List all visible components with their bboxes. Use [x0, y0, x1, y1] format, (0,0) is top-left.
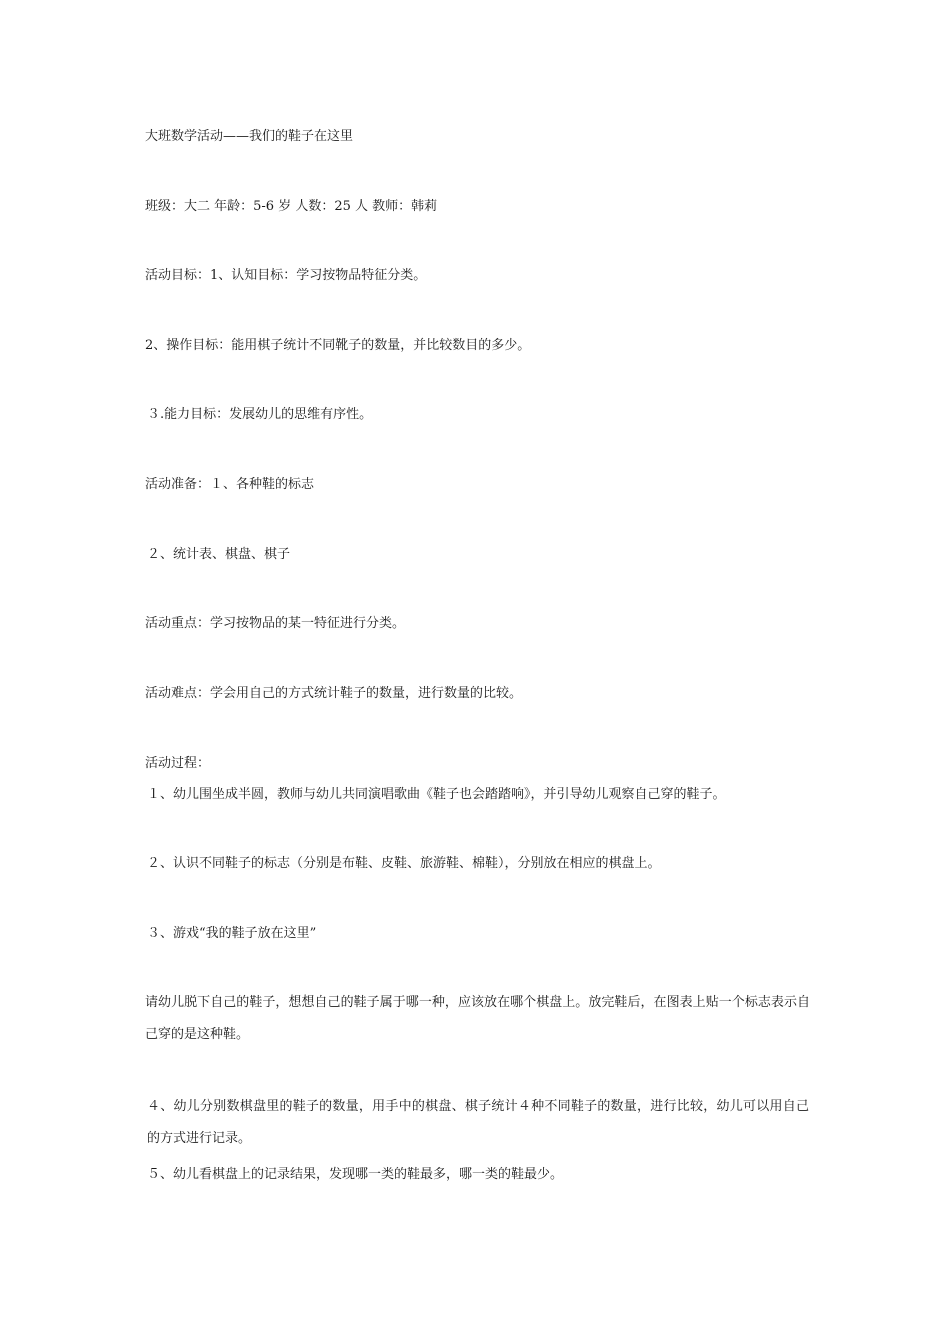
- goal-ability: ３.能力目标：发展幼儿的思维有序性。: [147, 407, 373, 422]
- key-point: 活动重点：学习按物品的某一特征进行分类。: [145, 616, 406, 631]
- preparation-1: 活动准备：１、各种鞋的标志: [145, 477, 315, 492]
- process-heading: 活动过程：: [145, 756, 211, 771]
- difficulty: 活动难点：学会用自己的方式统计鞋子的数量，进行数量的比较。: [145, 686, 523, 701]
- goal-operation: 2、操作目标：能用棋子统计不同靴子的数量，并比较数目的多少。: [145, 338, 531, 353]
- class-info: 班级：大二 年龄：5-6 岁 人数：25 人 教师：韩莉: [145, 199, 438, 214]
- document-title: 大班数学活动——我们的鞋子在这里: [145, 129, 354, 144]
- preparation-2: ２、统计表、棋盘、棋子: [147, 547, 291, 562]
- process-step-3: ３、游戏“我的鞋子放在这里”: [147, 926, 317, 941]
- process-step-2: ２、认识不同鞋子的标志（分别是布鞋、皮鞋、旅游鞋、棉鞋），分别放在相应的棋盘上。: [147, 856, 661, 871]
- process-step-4: ４、幼儿分别数棋盘里的鞋子的数量，用手中的棋盘、棋子统计４种不同鞋子的数量，进行比较，幼儿可以用自己的方式进行记录。: [147, 1099, 809, 1146]
- goal-cognitive: 活动目标：1、认知目标：学习按物品特征分类。: [145, 268, 427, 283]
- process-step-5: ５、幼儿看棋盘上的记录结果，发现哪一类的鞋最多，哪一类的鞋最少。: [147, 1167, 564, 1182]
- process-step-3-detail: 请幼儿脱下自己的鞋子，想想自己的鞋子属于哪一种，应该放在哪个棋盘上。放完鞋后，在图表上贴一个标志表示自己穿的是这种鞋。: [145, 995, 810, 1042]
- process-step-1: １、幼儿围坐成半圆，教师与幼儿共同演唱歌曲《鞋子也会踏踏响》，并引导幼儿观察自己穿的鞋子。: [147, 787, 726, 802]
